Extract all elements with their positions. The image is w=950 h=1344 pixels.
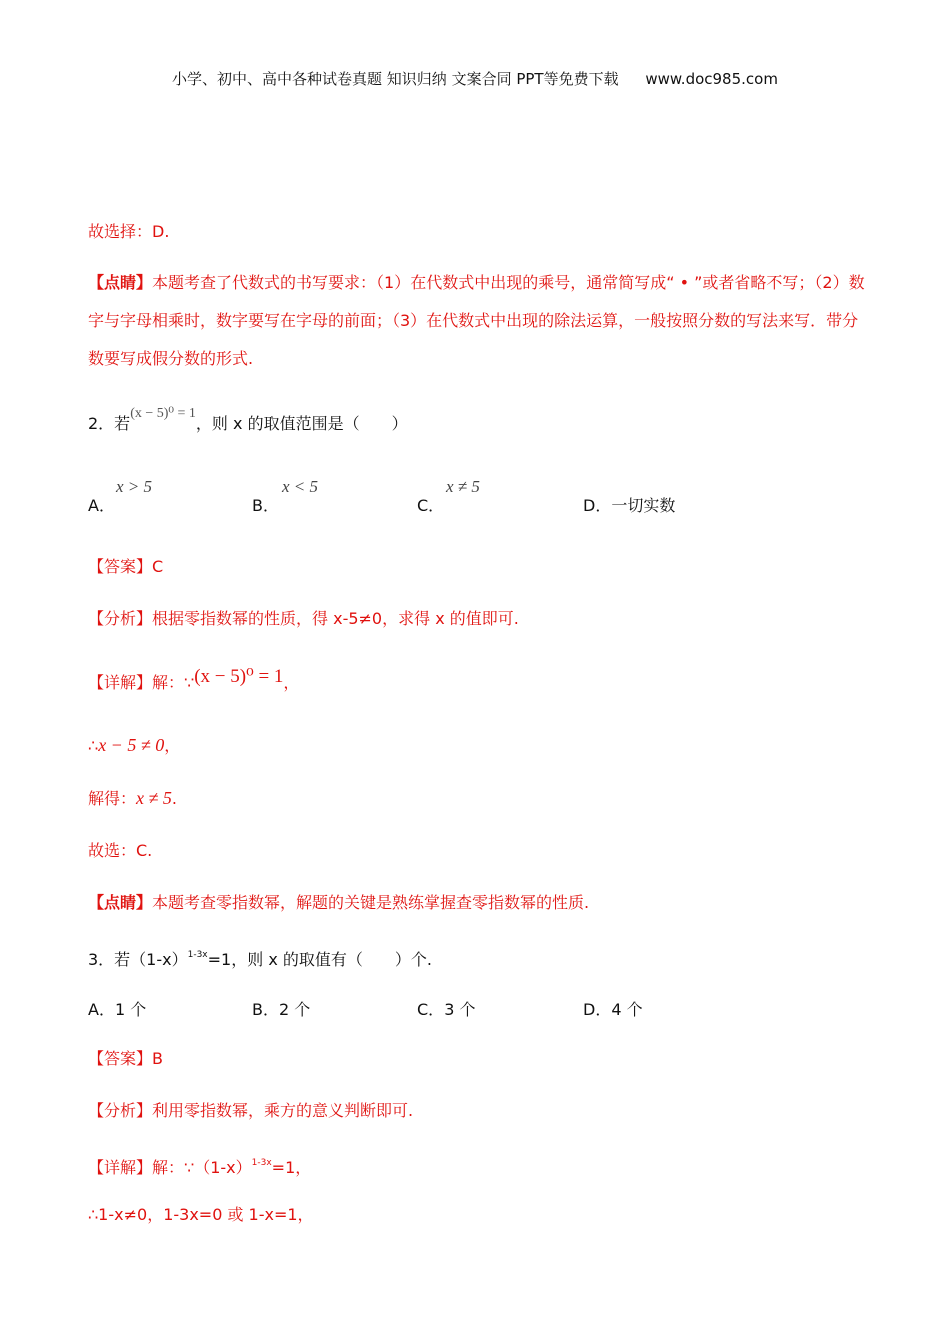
q2-detail (88, 666, 300, 693)
q3-detail-sup: 1-3x (251, 1158, 272, 1168)
q2-stem-suffix: ，则 x 的取值范围是（ ） (195, 414, 408, 433)
q2-stem-math: (x − 5)⁰ = 1 (130, 406, 196, 421)
q3-stem-sup: 1-3x (187, 950, 208, 960)
q3-stem-suffix: =1，则 x 的取值有（ ）个. (207, 950, 432, 969)
q1-conclusion: 故选择：D. (88, 222, 170, 241)
q2-step2-prefix: ∴ (88, 736, 99, 755)
q3-detail-tag: 【详解】 (88, 1158, 153, 1177)
q3-option-a-text: 1 个 (114, 1000, 147, 1019)
q2-detail-tag: 【详解】 (88, 673, 153, 692)
q3-step2: ∴1-x≠0，1-3x=0 或 1-x=1， (88, 1205, 314, 1224)
q3-option-b-text: 2 个 (278, 1000, 311, 1019)
q3-answer (88, 1049, 163, 1069)
q2-conclusion: 故选：C. (88, 841, 153, 860)
q2-option-d-label: D． (583, 496, 612, 515)
q3-option-b (252, 997, 310, 1020)
q2-option-d (583, 493, 675, 516)
q2-option-b-math: x < 5 (282, 477, 319, 496)
q2-option-b-label: B． (252, 496, 279, 515)
q3-stem (88, 945, 432, 970)
q2-detail-math: (x − 5)⁰ = 1 (194, 666, 284, 687)
q3-option-c-text: 3 个 (444, 1000, 476, 1019)
q3-detail-prefix: 解：∵（1-x） (152, 1158, 252, 1177)
q2-option-a-label: A． (88, 496, 115, 515)
q2-option-c-math: x ≠ 5 (446, 477, 480, 496)
q2-step3 (88, 788, 177, 809)
q2-answer-value: C (152, 557, 164, 576)
q3-option-c (417, 997, 475, 1020)
q2-stem (88, 406, 408, 436)
q1-remark (88, 264, 868, 378)
q2-option-c-label: C． (417, 496, 445, 515)
header-site-link[interactable]: www.doc985.com (645, 70, 778, 88)
q3-option-a-label: A． (88, 1000, 115, 1019)
q2-step2-suffix: ， (164, 736, 181, 755)
q2-answer-tag: 【答案】 (88, 557, 153, 576)
q2-analysis-text: 根据零指数幂的性质，得 x-5≠0，求得 x 的值即可. (152, 609, 519, 628)
q3-answer-tag: 【答案】 (88, 1049, 153, 1068)
header-text: 小学、初中、高中各种试卷真题 知识归纳 文案合同 PPT等免费下载 (172, 70, 619, 88)
q3-analysis (88, 1101, 413, 1121)
q3-option-d-text: 4 个 (611, 1000, 643, 1019)
q2-step3-prefix: 解得： (88, 789, 137, 808)
q2-step2-math: x − 5 ≠ 0 (98, 735, 165, 755)
q3-option-d (583, 997, 643, 1020)
q2-step3-math: x ≠ 5 (136, 788, 172, 808)
q2-remark-text: 本题考查零指数幂，解题的关键是熟练掌握查零指数幂的性质. (152, 893, 590, 912)
q1-remark-tag: 【点睛】 (88, 273, 153, 292)
q2-detail-prefix: 解：∵ (152, 673, 195, 692)
q2-stem-prefix: 2．若 (88, 414, 131, 433)
q1-remark-text: 本题考查了代数式的书写要求：（1）在代数式中出现的乘号，通常简写成“ • ”或者省略不写；（2）数字与字母相乘时，数字要写在字母的前面；（3）在代数式中出现的除法运算，一般按照分数的写法来写．带分数要写成假分数的形式. (88, 273, 865, 368)
q2-analysis-tag: 【分析】 (88, 609, 153, 628)
q2-step3-suffix: . (171, 789, 177, 808)
q3-analysis-tag: 【分析】 (88, 1101, 153, 1120)
q3-option-b-label: B． (252, 1000, 279, 1019)
q3-option-d-label: D． (583, 1000, 612, 1019)
page-header (0, 68, 950, 89)
q2-detail-suffix: ， (283, 673, 300, 692)
q3-stem-prefix: 3．若（1-x） (88, 950, 188, 969)
q3-detail (88, 1153, 311, 1178)
q3-option-a (88, 997, 146, 1020)
q2-step2 (88, 735, 180, 756)
q3-detail-suffix: =1， (271, 1158, 312, 1177)
q2-analysis (88, 609, 519, 629)
q2-option-d-text: 一切实数 (611, 496, 676, 515)
q3-answer-value: B (152, 1049, 163, 1068)
q2-answer (88, 557, 163, 577)
q3-analysis-text: 利用零指数幂，乘方的意义判断即可. (152, 1101, 414, 1120)
q2-remark-tag: 【点睛】 (88, 893, 153, 912)
q3-option-c-label: C． (417, 1000, 445, 1019)
q2-remark (88, 893, 589, 913)
q2-option-a-math: x > 5 (116, 477, 153, 496)
